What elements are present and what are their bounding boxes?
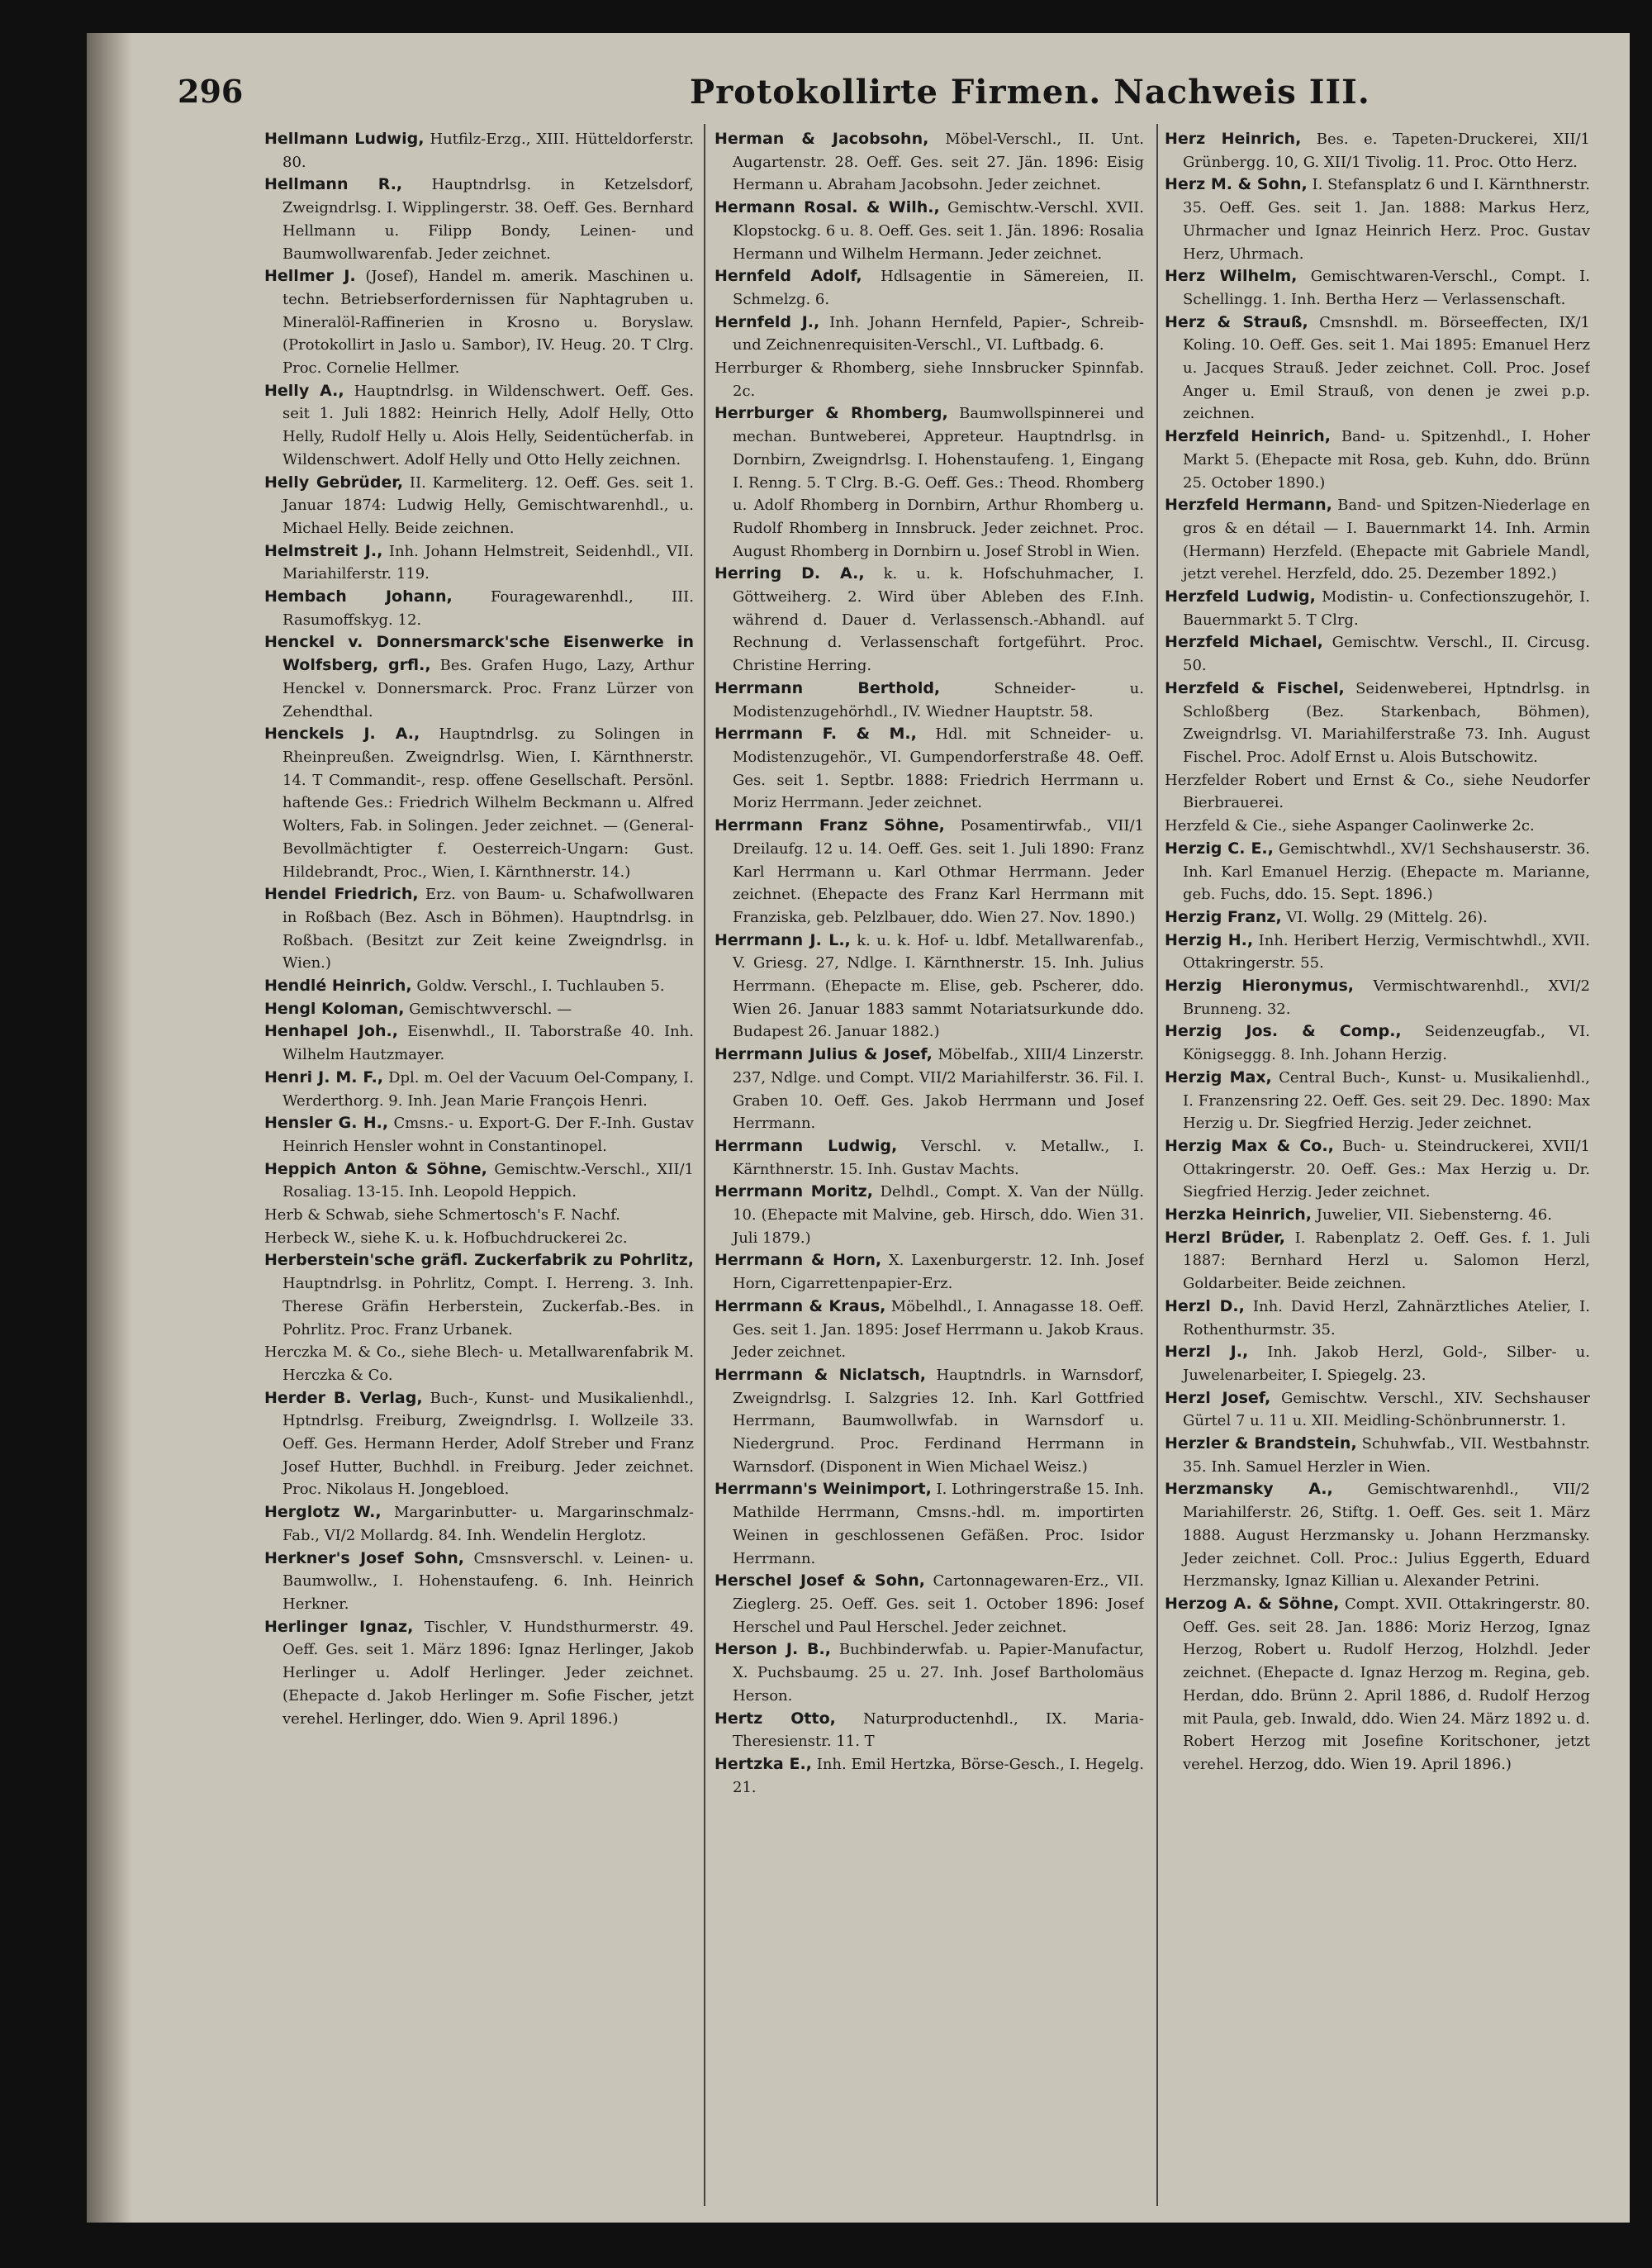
firm-name: Herrmann's Weinimport, xyxy=(714,1480,932,1499)
directory-entry xyxy=(714,1364,1144,1479)
directory-entry xyxy=(264,1227,694,1250)
firm-name: Herzig H., xyxy=(1165,930,1254,949)
directory-entry xyxy=(714,1753,1144,1799)
entry-text: Herzfelder Robert und Ernst & Co., siehe Neudorfer Bierbrauerei. xyxy=(1165,771,1590,812)
entry-text: I. Rabenplatz 2. Oeff. Ges. f. 1. Juli 1887: Bernhard Herzl u. Salomon Herzl, Goldarbeiter. Beide zeichnen. xyxy=(1183,1229,1590,1293)
firm-name: Herzl Josef, xyxy=(1165,1388,1271,1407)
firm-name: Hendlé Heinrich, xyxy=(264,977,412,996)
firm-name: Herzig Max & Co., xyxy=(1165,1136,1334,1155)
entry-text: Möbel-Verschl., II. Unt. Augartenstr. 28. Oeff. Ges. seit 27. Jän. 1896: Eisig Hermann u. Abraham Jacobsohn. Jeder zeichnet. xyxy=(733,131,1144,194)
firm-name: Herzl D., xyxy=(1165,1296,1245,1315)
entry-text: Herbeck W., siehe K. u. k. Hofbuchdruckerei 2c. xyxy=(264,1229,628,1247)
firm-name: Hellmer J. xyxy=(264,267,356,286)
entry-text: Gemischtw. Verschl., II. Circusg. 50. xyxy=(1183,634,1590,675)
page-header xyxy=(178,73,1582,131)
directory-entry xyxy=(714,128,1144,197)
directory-entry xyxy=(1165,930,1590,975)
directory-entry xyxy=(714,678,1144,723)
entry-text: Schuhwfab., VII. Westbahnstr. 35. Inh. Samuel Herzler in Wien. xyxy=(1183,1435,1590,1476)
entry-text: Bes. e. Tapeten-Druckerei, XII/1 Grünbergg. 10, G. XII/1 Tivolig. 11. Proc. Otto Herz. xyxy=(1183,131,1590,171)
entry-text: Inh. David Herzl, Zahnärztliches Atelier, I. Rothenthurmstr. 35. xyxy=(1183,1297,1590,1338)
directory-entry xyxy=(1165,494,1590,586)
firm-name: Henhapel Joh., xyxy=(264,1022,398,1041)
entry-text: Hutfilz-Erzg., XIII. Hütteldorferstr. 80. xyxy=(282,131,694,171)
directory-entry xyxy=(1165,1433,1590,1478)
directory-entry xyxy=(264,883,694,975)
directory-entry xyxy=(714,723,1144,815)
entry-text: Seidenweberei, Hptndrlsg. in Schloßberg (Bez. Starkenbach, Böhmen), Zweigndrlsg. VI. Mariahilferstraße 73. Inh. August Fischel. Proc. Adolf Ernst u. Alois Butschowitz. xyxy=(1183,679,1590,766)
directory-entry xyxy=(1165,1478,1590,1593)
firm-name: Herzfeld Ludwig, xyxy=(1165,587,1316,606)
entry-text: Cmsns.- u. Export-G. Der F.-Inh. Gustav Heinrich Hensler wohnt in Constantinopel. xyxy=(282,1115,694,1155)
entry-text: Seidenzeugfab., VI. Königseggg. 8. Inh. Johann Herzig. xyxy=(1183,1023,1590,1064)
directory-entry xyxy=(714,563,1144,678)
entry-text: Baumwollspinnerei und mechan. Buntweberei, Appreteur. Hauptndrlsg. in Dornbirn, Zweigndrlsg. I. Hohenstaufeng. 1, Eingang I. Renng. 5. T Clrg. B.-G. Oeff. Ges.: Theod. Rhomberg u. Adolf Rhomberg in Dornbirn, Arthur Rhomberg u. Rudolf Rhomberg in Innsbruck. Jeder zeichnet. Proc. August Rhomberg in Dornbirn u. Josef Strobl in Wien. xyxy=(733,405,1144,560)
firm-name: Herzmansky A., xyxy=(1165,1480,1333,1499)
directory-entry xyxy=(1165,1020,1590,1066)
entry-text: Inh. Jakob Herzl, Gold-, Silber- u. Juwelenarbeiter, I. Spiegelg. 23. xyxy=(1183,1343,1590,1384)
entry-text: Inh. Heribert Herzig, Vermischtwhdl., XVII. Ottakringerstr. 55. xyxy=(1183,931,1590,972)
directory-entry xyxy=(714,930,1144,1044)
directory-entry xyxy=(714,197,1144,265)
entry-text: Hauptndrlsg. in Wildenschwert. Oeff. Ges. seit 1. Juli 1882: Heinrich Helly, Adolf Helly, Otto Helly, Rudolf Helly u. Alois Helly, Seidentücherfab. in Wildenschwert. Adolf Helly und Otto Helly zeichnen. xyxy=(282,382,694,468)
column-rule xyxy=(1156,124,1158,2206)
firm-name: Hernfeld Adolf, xyxy=(714,267,862,286)
directory-entry xyxy=(1165,631,1590,677)
directory-entry xyxy=(1165,174,1590,265)
entry-text: Hauptndrlsg. in Pohrlitz, Compt. I. Herreng. 3. Inh. Therese Gräfin Herberstein, Zuckerfab.-Bes. in Pohrlitz. Proc. Franz Urbanek. xyxy=(282,1275,694,1338)
page-gutter xyxy=(87,33,132,2223)
entry-text: Schneider- u. Modistenzugehörhdl., IV. Wiedner Hauptstr. 58. xyxy=(733,679,1144,720)
directory-entry xyxy=(1165,838,1590,906)
directory-entry xyxy=(264,1067,694,1112)
entry-text: k. u. k. Hofschuhmacher, I. Göttweiherg. 2. Wird über Ableben des F.Inh. während d. Dauer d. Verlassensch.-Abhandl. auf Rechnung d. Verlassenschaft fortgeführt. Proc. Christine Herring. xyxy=(733,565,1144,675)
entry-text: Hauptndrlsg. in Ketzelsdorf, Zweigndrlsg. I. Wipplingerstr. 38. Oeff. Ges. Bernhard Hellmann u. Filipp Bondy, Leinen- und Baumwollwarenfab. Jeder zeichnet. xyxy=(282,176,694,263)
entry-text: Herb & Schwab, siehe Schmertosch's F. Nachf. xyxy=(264,1206,620,1224)
entry-text: Buchbinderwfab. u. Papier-Manufactur, X. Puchsbaumg. 25 u. 27. Inh. Josef Bartholomäus Herson. xyxy=(733,1641,1144,1705)
entry-text: Gemischtwarenhdl., VII/2 Mariahilferstr. 26, Stiftg. 1. Oeff. Ges. seit 1. März 1888. August Herzmansky u. Johann Herzmansky. Jeder zeichnet. Coll. Proc.: Julius Eggerth, Eduard Herzmansky, Ignaz Killian u. Alexander Petrini. xyxy=(1183,1481,1590,1590)
firm-name: Herrmann Berthold, xyxy=(714,678,941,697)
directory-entry xyxy=(1165,1593,1590,1776)
firm-name: Hembach Johann, xyxy=(264,587,453,606)
entry-text: Herrburger & Rhomberg, siehe Innsbrucker Spinnfab. 2c. xyxy=(714,359,1144,400)
directory-entry xyxy=(1165,906,1590,930)
column-left xyxy=(264,128,694,2177)
firm-name: Heppich Anton & Söhne, xyxy=(264,1159,487,1178)
entry-text: Verschl. v. Metallw., I. Kärnthnerstr. 15. Inh. Gustav Machts. xyxy=(733,1137,1144,1178)
firm-name: Herlinger Ignaz, xyxy=(264,1617,414,1636)
firm-name: Hellmann Ludwig, xyxy=(264,130,425,148)
directory-entry xyxy=(264,472,694,540)
directory-entry xyxy=(264,174,694,265)
firm-name: Herrmann & Kraus, xyxy=(714,1296,886,1315)
directory-entry xyxy=(714,1044,1144,1135)
directory-entry xyxy=(1165,586,1590,631)
directory-entry xyxy=(264,1204,694,1227)
directory-entry xyxy=(714,402,1144,563)
firm-name: Herrburger & Rhomberg, xyxy=(714,404,948,423)
firm-name: Hermann Rosal. & Wilh., xyxy=(714,198,940,217)
entry-text: Gemischtwaren-Verschl., Compt. I. Schellingg. 1. Inh. Bertha Herz — Verlassenschaft. xyxy=(1183,268,1590,308)
entry-text: Naturproductenhdl., IX. Maria-Theresienstr. 11. T xyxy=(733,1709,1144,1751)
column-middle xyxy=(714,128,1144,2177)
directory-entry xyxy=(1165,1341,1590,1386)
entry-text: Cartonnagewaren-Erz., VII. Zieglerg. 25. Oeff. Ges. seit 1. October 1896: Josef Herschel und Paul Herschel. Jeder zeichnet. xyxy=(733,1572,1144,1636)
directory-entry xyxy=(1165,975,1590,1020)
firm-name: Herz M. & Sohn, xyxy=(1165,175,1308,194)
firm-name: Herzfeld & Fischel, xyxy=(1165,678,1345,697)
firm-name: Herzl Brüder, xyxy=(1165,1228,1285,1247)
directory-entry xyxy=(714,1570,1144,1638)
directory-entry xyxy=(264,723,694,883)
directory-entry xyxy=(264,1548,694,1616)
entry-text: Dpl. m. Oel der Vacuum Oel-Company, I. Werderthorg. 9. Inh. Jean Marie François Henri. xyxy=(282,1068,694,1110)
firm-name: Herzig Franz, xyxy=(1165,907,1282,926)
firm-name: Herzfeld Hermann, xyxy=(1165,496,1332,515)
entry-text: Inh. Johann Hernfeld, Papier-, Schreib- und Zeichnenrequisiten-Verschl., VI. Luftbadg. 6. xyxy=(733,313,1144,354)
entry-text: Herczka M. & Co., siehe Blech- u. Metallwarenfabrik M. Herczka & Co. xyxy=(264,1343,694,1384)
entry-text: Hauptndrls. in Warnsdorf, Zweigndrlsg. I. Salzgries 12. Inh. Karl Gottfried Herrmann, Baumwollwfab. in Warnsdorf u. Niedergrund. Proc. Ferdinand Herrmann in Warnsdorf. (Disponent in Wien Michael Weisz.) xyxy=(733,1366,1144,1476)
page-number: 296 xyxy=(178,73,244,110)
firm-name: Herrmann Franz Söhne, xyxy=(714,816,945,835)
firm-name: Herzl J., xyxy=(1165,1343,1249,1362)
entry-text: VI. Wollg. 29 (Mittelg. 26). xyxy=(1281,908,1488,926)
entry-text: Vermischtwarenhdl., XVI/2 Brunneng. 32. xyxy=(1183,977,1590,1018)
firm-name: Herzog A. & Söhne, xyxy=(1165,1595,1340,1613)
page-title: Protokollirte Firmen. Nachweis III. xyxy=(690,73,1370,112)
firm-name: Hertz Otto, xyxy=(714,1709,836,1728)
entry-text: Gemischtw.-Verschl., XII/1 Rosaliag. 13-15. Inh. Leopold Heppich. xyxy=(282,1160,694,1201)
entry-text: Gemischtw.-Verschl. XVII. Klopstockg. 6 u. 8. Oeff. Ges. seit 1. Jän. 1896: Rosalia Hermann und Wilhelm Hermann. Jeder zeichnet. xyxy=(733,199,1144,263)
directory-entry xyxy=(264,128,694,174)
firm-name: Herring D. A., xyxy=(714,564,865,583)
directory-entry xyxy=(264,380,694,472)
entry-text: Inh. Emil Hertzka, Börse-Gesch., I. Hegelg. 21. xyxy=(733,1755,1144,1796)
entry-text: Posamentirwfab., VII/1 Dreilaufg. 12 u. 14. Oeff. Ges. seit 1. Juli 1890: Franz Karl Herrmann u. Karl Othmar Herrmann. Jeder zeichnet. (Ehepacte des Franz Karl Herrmann mit Franziska, geb. Pelzlbauer, ddo. Wien 27. Nov. 1890.) xyxy=(733,817,1144,926)
firm-name: Herzig C. E., xyxy=(1165,839,1274,858)
directory-entry xyxy=(714,815,1144,930)
entry-text: k. u. k. Hof- u. ldbf. Metallwarenfab., V. Griesg. 27, Ndlge. I. Kärnthnerstr. 15. Inh. Julius Herrmann. (Ehepacte m. Elise, geb. Pscherer, ddo. Wien 26. Januar 1883 sammt Notariatsurkunde ddo. Budapest 26. Januar 1882.) xyxy=(733,931,1144,1041)
directory-entry xyxy=(264,586,694,631)
firm-name: Herz Wilhelm, xyxy=(1165,267,1298,286)
firm-name: Herman & Jacobsohn, xyxy=(714,130,929,148)
column-rule xyxy=(704,124,705,2206)
firm-name: Herzig Hieronymus, xyxy=(1165,977,1355,996)
directory-entry xyxy=(264,265,694,380)
firm-name: Henckel v. Donnersmarck'sche Eisenwerke in Wolfsberg, grfl., xyxy=(264,633,694,675)
entry-text: Cmsnsverschl. v. Leinen- u. Baumwollw., I. Hohenstaufeng. 6. Inh. Heinrich Herkner. xyxy=(282,1549,694,1613)
entry-text: I. Lothringerstraße 15. Inh. Mathilde Herrmann, Cmsns.-hdl. m. importirten Weinen in geschlossenen Gefäßen. Proc. Isidor Herrmann. xyxy=(733,1481,1144,1567)
directory-entry xyxy=(264,975,694,998)
directory-entry xyxy=(1165,1067,1590,1135)
column-right xyxy=(1165,128,1590,2177)
entry-text: Fouragewarenhdl., III. Rasumoffskyg. 12. xyxy=(282,588,694,629)
firm-name: Herrmann Ludwig, xyxy=(714,1136,898,1155)
directory-entry xyxy=(714,1181,1144,1249)
firm-name: Henri J. M. F., xyxy=(264,1067,384,1086)
entry-text: Tischler, V. Hundsthurmerstr. 49. Oeff. Ges. seit 1. März 1896: Ignaz Herlinger, Jakob Herlinger u. Adolf Herlinger. Jeder zeichnet. (Ehepacte d. Jakob Herlinger m. Sofie Fischer, jetzt verehel. Herlinger, ddo. Wien 9. April 1896.) xyxy=(282,1618,694,1728)
entry-text: Modistin- u. Confectionszugehör, I. Bauernmarkt 5. T Clrg. xyxy=(1183,588,1590,629)
entry-text: Gemischtw. Verschl., XIV. Sechshauser Gürtel 7 u. 11 u. XII. Meidling-Schönbrunnerstr. 1. xyxy=(1183,1389,1590,1430)
directory-entry xyxy=(1165,1227,1590,1296)
firm-name: Herrmann & Niclatsch, xyxy=(714,1365,927,1384)
firm-name: Hensler G. H., xyxy=(264,1114,389,1133)
entry-text: Buch- u. Steindruckerei, XVII/1 Ottakringerstr. 20. Oeff. Ges.: Max Herzig u. Dr. Siegfried Herzig. Jeder zeichnet. xyxy=(1183,1137,1590,1201)
entry-text: Goldw. Verschl., I. Tuchlauben 5. xyxy=(411,977,665,996)
firm-name: Herrmann Julius & Josef, xyxy=(714,1045,933,1064)
entry-text: Buch-, Kunst- und Musikalienhdl., Hptndrlsg. Freiburg, Zweigndrlsg. I. Wollzeile 33. Oeff. Ges. Hermann Herder, Adolf Streber und Franz Josef Hutter, Buchhdl. in Freiburg. Jeder zeichnet. Proc. Nikolaus H. Jongebloed. xyxy=(282,1389,694,1499)
directory-entry xyxy=(714,265,1144,311)
directory-entry xyxy=(264,1020,694,1066)
directory-entry xyxy=(1165,311,1590,426)
directory-entry xyxy=(1165,265,1590,311)
directory-entry xyxy=(714,311,1144,357)
firm-name: Herberstein'sche gräfl. Zuckerfabrik zu Pohrlitz, xyxy=(264,1251,694,1270)
directory-entry xyxy=(1165,678,1590,769)
entry-text: Band- u. Spitzenhdl., I. Hoher Markt 5. (Ehepacte mit Rosa, geb. Kuhn, ddo. Brünn 25. October 1890.) xyxy=(1183,428,1590,492)
entry-text: Bes. Grafen Hugo, Lazy, Arthur Henckel v. Donnersmarck. Proc. Franz Lürzer von Zehendthal. xyxy=(282,657,694,720)
directory-entry xyxy=(1165,1296,1590,1341)
firm-name: Helly Gebrüder, xyxy=(264,473,404,492)
entry-text: Gemischtwverschl. — xyxy=(404,1000,572,1018)
directory-entry xyxy=(714,357,1144,402)
firm-name: Herrmann F. & M., xyxy=(714,725,917,744)
entry-text: Erz. von Baum- u. Schafwollwaren in Roßbach (Bez. Asch in Böhmen). Hauptndrlsg. in Roßbach. (Besitzt zur Zeit keine Zweigndrlsg. in Wien.) xyxy=(282,886,694,972)
directory-entry xyxy=(264,1249,694,1341)
entry-text: Inh. Johann Helmstreit, Seidenhdl., VII. Mariahilferstr. 119. xyxy=(282,542,694,583)
entry-text: Hdlsagentie in Sämereien, II. Schmelzg. 6. xyxy=(733,268,1144,308)
firm-name: Herzfeld Michael, xyxy=(1165,633,1323,652)
firm-name: Herz Heinrich, xyxy=(1165,130,1302,148)
directory-entry xyxy=(714,1708,1144,1753)
firm-name: Hengl Koloman, xyxy=(264,999,405,1018)
firm-name: Herrmann Moritz, xyxy=(714,1182,873,1201)
entry-text: X. Laxenburgerstr. 12. Inh. Josef Horn, Cigarrettenpapier-Erz. xyxy=(733,1252,1144,1293)
directory-entry xyxy=(264,1501,694,1547)
firm-name: Herzler & Brandstein, xyxy=(1165,1434,1357,1453)
entry-text: I. Stefansplatz 6 und I. Kärnthnerstr. 35. Oeff. Ges. seit 1. Jan. 1888: Markus Herz, Uhrmacher und Ignaz Heinrich Herz. Proc. Gustav Herz, Uhrmach. xyxy=(1183,176,1590,263)
directory-entry xyxy=(264,1387,694,1502)
firm-name: Hellmann R., xyxy=(264,175,403,194)
directory-entry xyxy=(1165,1204,1590,1227)
entry-text: Gemischtwhdl., XV/1 Sechshauserstr. 36. Inh. Karl Emanuel Herzig. (Ehepacte m. Marianne, geb. Fuchs, ddo. 15. Sept. 1896.) xyxy=(1183,839,1590,904)
firm-name: Helly A., xyxy=(264,381,344,400)
directory-entry xyxy=(264,998,694,1021)
directory-entry xyxy=(714,1296,1144,1364)
firm-name: Herkner's Josef Sohn, xyxy=(264,1548,465,1567)
directory-entry xyxy=(1165,815,1590,838)
entry-text: Eisenwhdl., II. Taborstraße 40. Inh. Wilhelm Hautzmayer. xyxy=(282,1023,694,1064)
firm-name: Herson J. B., xyxy=(714,1640,831,1659)
directory-entry xyxy=(264,1341,694,1386)
directory-entry xyxy=(1165,128,1590,174)
firm-name: Herz & Strauß, xyxy=(1165,312,1308,331)
directory-entry xyxy=(1165,426,1590,494)
entry-text: Cmsnshdl. m. Börseeffecten, IX/1 Koling. 10. Oeff. Ges. seit 1. Mai 1895: Emanuel Herz u. Jacques Strauß. Jeder zeichnet. Coll. Proc. Josef Anger u. Emil Strauß, von denen je zwei p.p. zeichnen. xyxy=(1183,313,1590,423)
entry-text: Delhdl., Compt. X. Van der Nüllg. 10. (Ehepacte mit Malvine, geb. Hirsch, ddo. Wien 31. Juli 1879.) xyxy=(733,1183,1144,1247)
firm-name: Henckels J. A., xyxy=(264,725,420,744)
directory-entry xyxy=(1165,1387,1590,1433)
firm-name: Herzfeld Heinrich, xyxy=(1165,427,1331,446)
firm-name: Hernfeld J., xyxy=(714,312,820,331)
entry-text: Juwelier, VII. Siebensterng. 46. xyxy=(1312,1206,1552,1224)
entry-text: Central Buch-, Kunst- u. Musikalienhdl., I. Franzensring 22. Oeff. Ges. seit 29. Dec. 1890: Max Herzig u. Dr. Siegfried Herzig. Jeder zeichnet. xyxy=(1183,1068,1590,1133)
directory-entry xyxy=(264,1158,694,1204)
entry-text: Margarinbutter- u. Margarinschmalz-Fab., VI/2 Mollardg. 84. Inh. Wendelin Herglotz. xyxy=(282,1504,694,1544)
firm-name: Herrmann & Horn, xyxy=(714,1251,882,1270)
directory-entry xyxy=(1165,1135,1590,1204)
firm-name: Herglotz W., xyxy=(264,1503,382,1522)
firm-name: Helmstreit J., xyxy=(264,541,383,560)
directory-entry xyxy=(714,1135,1144,1181)
directory-entry xyxy=(264,1112,694,1158)
entry-text: Möbelhdl., I. Annagasse 18. Oeff. Ges. seit 1. Jan. 1895: Josef Herrmann u. Jakob Kraus. Jeder zeichnet. xyxy=(733,1297,1144,1362)
entry-text: Herzfeld & Cie., siehe Aspanger Caolinwerke 2c. xyxy=(1165,817,1535,835)
entry-text: Hdl. mit Schneider- u. Modistenzugehör., VI. Gumpendorferstraße 48. Oeff. Ges. seit 1. Septbr. 1888: Friedrich Herrmann u. Moriz Herrmann. Jeder zeichnet. xyxy=(733,725,1144,812)
directory-entry xyxy=(1165,769,1590,815)
directory-entry xyxy=(264,1616,694,1731)
firm-name: Herzig Max, xyxy=(1165,1067,1272,1086)
entry-text: II. Karmeliterg. 12. Oeff. Ges. seit 1. Januar 1874: Ludwig Helly, Gemischtwarenhdl., u. Michael Helly. Beide zeichnen. xyxy=(282,473,694,537)
entry-text: Hauptndrlsg. zu Solingen in Rheinpreußen. Zweigndrlsg. Wien, I. Kärnthnerstr. 14. T Commandit-, resp. offene Gesellschaft. Persönl. haftende Ges.: Friedrich Wilhelm Beckmann u. Alfred Wolters, Fab. in Solingen. Jeder zeichnet. — (General-Bevollmächtigter f. Oesterreich-Ungarn: Gust. Hildebrandt, Proc., Wien, I. Kärnthnerstr. 14.) xyxy=(282,725,694,881)
entry-text: Möbelfab., XIII/4 Linzerstr. 237, Ndlge. und Compt. VII/2 Mariahilferstr. 36. Fil. I. Graben 10. Oeff. Ges. Jakob Herrmann und Josef Herrmann. xyxy=(733,1046,1144,1133)
entry-text: Band- und Spitzen-Niederlage en gros & en détail — I. Bauernmarkt 14. Inh. Armin (Hermann) Herzfeld. (Ehepacte mit Gabriele Mandl, jetzt verehel. Herzfeld, ddo. 25. Dezember 1892.) xyxy=(1183,497,1590,583)
firm-name: Herzka Heinrich, xyxy=(1165,1205,1313,1224)
firm-name: Herzig Jos. & Comp., xyxy=(1165,1022,1402,1041)
entry-text: Compt. XVII. Ottakringerstr. 80. Oeff. Ges. seit 28. Jan. 1886: Moriz Herzog, Ignaz Herzog, Robert u. Rudolf Herzog, Holzhdl. Jeder zeichnet. (Ehepacte d. Ignaz Herzog m. Regina, geb. Herdan, ddo. Brünn 2. April 1886, d. Rudolf Herzog mit Paula, geb. Inwald, ddo. Wien 24. März 1892 u. d. Robert Herzog mit Josefine Koritschoner, jetzt verehel. Herzog, ddo. Wien 19. April 1896.) xyxy=(1183,1595,1590,1773)
directory-entry xyxy=(714,1478,1144,1570)
firm-name: Hertzka E., xyxy=(714,1754,812,1773)
firm-name: Herschel Josef & Sohn, xyxy=(714,1571,926,1590)
firm-name: Herrmann J. L., xyxy=(714,930,851,949)
entry-text: (Josef), Handel m. amerik. Maschinen u. techn. Betriebserfordernissen für Naphtagruben u. Mineralöl-Raffinerien in Krosno u. Boryslaw. (Protokollirt in Jaslo u. Sambor), IV. Heug. 20. T Clrg. Proc. Cornelie Hellmer. xyxy=(282,268,694,378)
firm-name: Herder B. Verlag, xyxy=(264,1388,423,1407)
directory-entry xyxy=(714,1638,1144,1707)
directory-entry xyxy=(714,1249,1144,1295)
directory-entry xyxy=(264,631,694,723)
firm-name: Hendel Friedrich, xyxy=(264,885,419,904)
directory-entry xyxy=(264,540,694,586)
